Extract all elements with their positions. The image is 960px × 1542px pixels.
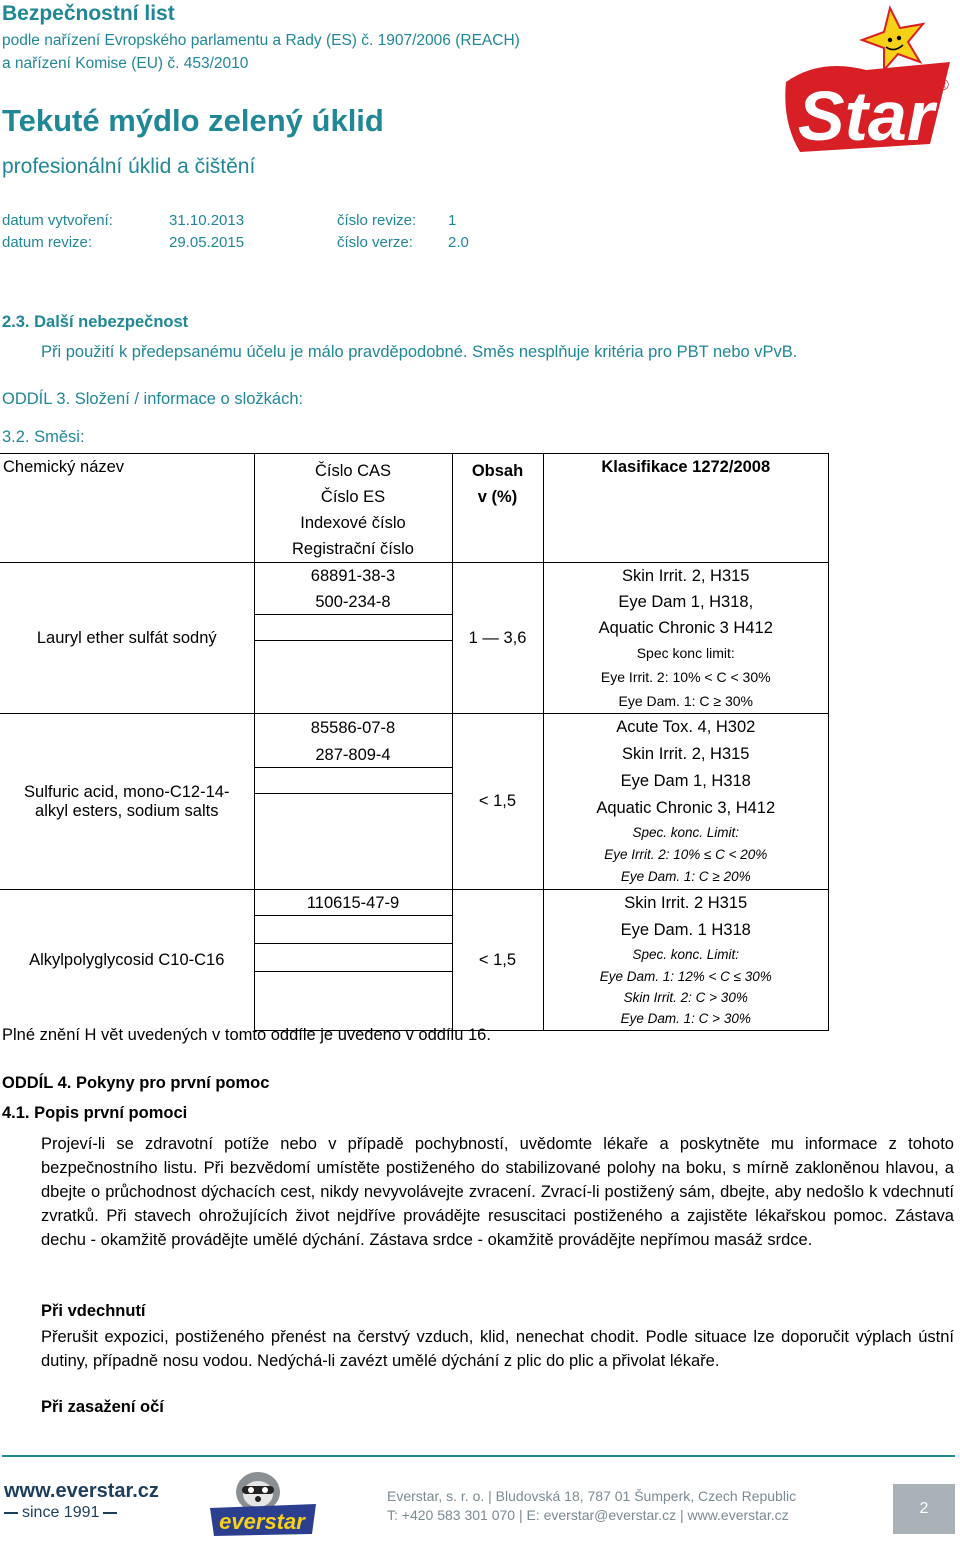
product-name: Tekuté mýdlo zelený úklid xyxy=(2,103,384,138)
row3-name: Alkylpolyglycosid C10-C16 xyxy=(0,890,254,1031)
col-header-index: Indexové číslo xyxy=(300,514,406,532)
row1-cas: 68891-38-3 xyxy=(310,567,396,585)
version-value: 2.0 xyxy=(448,234,469,251)
col-header-content: Obsah v (%) xyxy=(452,454,543,563)
row1-classification: Skin Irrit. 2, H315 Eye Dam 1, H318, Aquatic Chronic 3 H412 Spec konc limit: Eye Irrit. 2: 10% < C < 30% Eye Dam. 1: C ≥ 30% xyxy=(543,563,829,714)
section-3-heading: ODDÍL 3. Složení / informace o složkách: xyxy=(2,390,304,408)
revision-date-value: 29.05.2015 xyxy=(169,234,245,251)
regulation-line-2: a nařízení Komise (EU) č. 453/2010 xyxy=(2,55,249,72)
sheet-title: Bezpečnostní list xyxy=(2,2,175,25)
row2-classification: Acute Tox. 4, H302 Skin Irrit. 2, H315 Eye Dam 1, H318 Aquatic Chronic 3, H412 Spec. konc. Limit: Eye Irrit. 2: 10% ≤ C < 20% Eye Dam. 1: C ≥ 20% xyxy=(543,714,829,890)
col-header-classification: Klasifikace 1272/2008 xyxy=(543,454,829,563)
row2-content: < 1,5 xyxy=(452,714,543,890)
col-header-ids xyxy=(254,454,452,563)
footer-divider xyxy=(2,1455,955,1457)
version-label: číslo verze: xyxy=(337,234,413,251)
row3-classification: Skin Irrit. 2 H315 Eye Dam. 1 H318 Spec. konc. Limit: Eye Dam. 1: 12% < C ≤ 30% Skin Irrit. 2: C > 30% Eye Dam. 1: C > 30% xyxy=(543,890,829,1031)
inhalation-text: Přerušit expozici, postiženého přenést na čerstvý vzduch, klid, nenechat chodit. Podle situace lze doporučit výplach ústní dutiny, případně nosu vodou. Nedýchá-li zavézt umělé dýchání z plic do plic a přivolat lékaře. xyxy=(41,1328,954,1370)
row1-es: 500-234-8 xyxy=(255,589,452,615)
product-subtitle: profesionální úklid a čištění xyxy=(2,155,256,178)
star-logo xyxy=(780,4,958,160)
footer-contact: T: +420 583 301 070 | E: everstar@everstar.cz | www.everstar.cz xyxy=(387,1507,789,1523)
composition-footnote: Plné znění H vět uvedených v tomto oddíle je uvedeno v oddílu 16. xyxy=(2,1026,491,1044)
footer-website[interactable]: www.everstar.cz xyxy=(4,1480,159,1502)
table-row xyxy=(0,890,829,1031)
revision-date-label: datum revize: xyxy=(2,234,93,251)
table-row xyxy=(0,563,829,714)
inhalation-heading: Při vdechnutí xyxy=(41,1302,146,1320)
regulation-line-1: podle nařízení Evropského parlamentu a Rady (ES) č. 1907/2006 (REACH) xyxy=(2,32,520,49)
col-header-es: Číslo ES xyxy=(320,488,386,506)
logo-registered-mark: ® xyxy=(937,77,949,94)
logo-text: Star xyxy=(797,77,935,155)
page-number-badge: 2 xyxy=(893,1484,955,1534)
row1-content: 1 — 3,6 xyxy=(452,563,543,714)
row3-cas: 110615-47-9 xyxy=(255,890,452,916)
revision-no-value: 1 xyxy=(448,212,457,229)
table-row xyxy=(0,714,829,890)
section-2-3-heading: 2.3. Další nebezpečnost xyxy=(2,313,189,331)
everstar-logo xyxy=(208,1470,320,1538)
col-header-name: Chemický název xyxy=(0,454,254,563)
eyes-heading: Při zasažení očí xyxy=(41,1398,164,1416)
composition-table xyxy=(0,453,829,1031)
row3-content: < 1,5 xyxy=(452,890,543,1031)
col-header-registration: Registrační číslo xyxy=(292,540,414,558)
revision-no-label: číslo revize: xyxy=(337,212,417,229)
col-header-cas: Číslo CAS xyxy=(314,462,392,480)
row2-name: Sulfuric acid, mono-C12-14-alkyl esters, sodium salts xyxy=(0,714,254,890)
created-value: 31.10.2013 xyxy=(169,212,245,229)
footer-company: Everstar, s. r. o. | Bludovská 18, 787 01 Šumperk, Czech Republic xyxy=(387,1488,797,1504)
section-4-heading: ODDÍL 4. Pokyny pro první pomoc xyxy=(2,1074,270,1092)
section-3-2-heading: 3.2. Směsi: xyxy=(2,428,85,446)
created-label: datum vytvoření: xyxy=(2,212,113,229)
footer-since: since 1991 xyxy=(4,1504,117,1522)
row2-cas: 85586-07-8 xyxy=(310,719,396,737)
first-aid-general-text: Projeví-li se zdravotní potíže nebo v případě pochybností, uvědomte lékaře a poskytněte mu informace z tohoto bezpečnostního listu. Při bezvědomí umístěte postiženého do stabilizované polohy na boku, s mírně zakloněnou hlavou, a dbejte o průchodnost dýchacích cest, nikdy nevyvolávejte zvracení. Zvrací-li postižený sám, dbejte, aby nedošlo k vdechnutí zvratků. Při stavech ohrožujících život nejdříve provádějte resuscitaci postiženého a zajistěte lékařskou pomoc. Zástava dechu - okamžitě provádějte umělé dýchání. Zástava srdce - okamžitě provádějte nepřímou masáž srdce. xyxy=(41,1135,954,1249)
section-2-3-text: Při použití k předepsanému účelu je málo pravděpodobné. Směs nesplňuje kritéria pro PBT nebo vPvB. xyxy=(41,343,798,361)
row1-name: Lauryl ether sulfát sodný xyxy=(0,563,254,714)
section-4-1-heading: 4.1. Popis první pomoci xyxy=(2,1104,188,1122)
row2-es: 287-809-4 xyxy=(255,742,452,768)
everstar-logo-text: everstar xyxy=(219,1509,305,1534)
